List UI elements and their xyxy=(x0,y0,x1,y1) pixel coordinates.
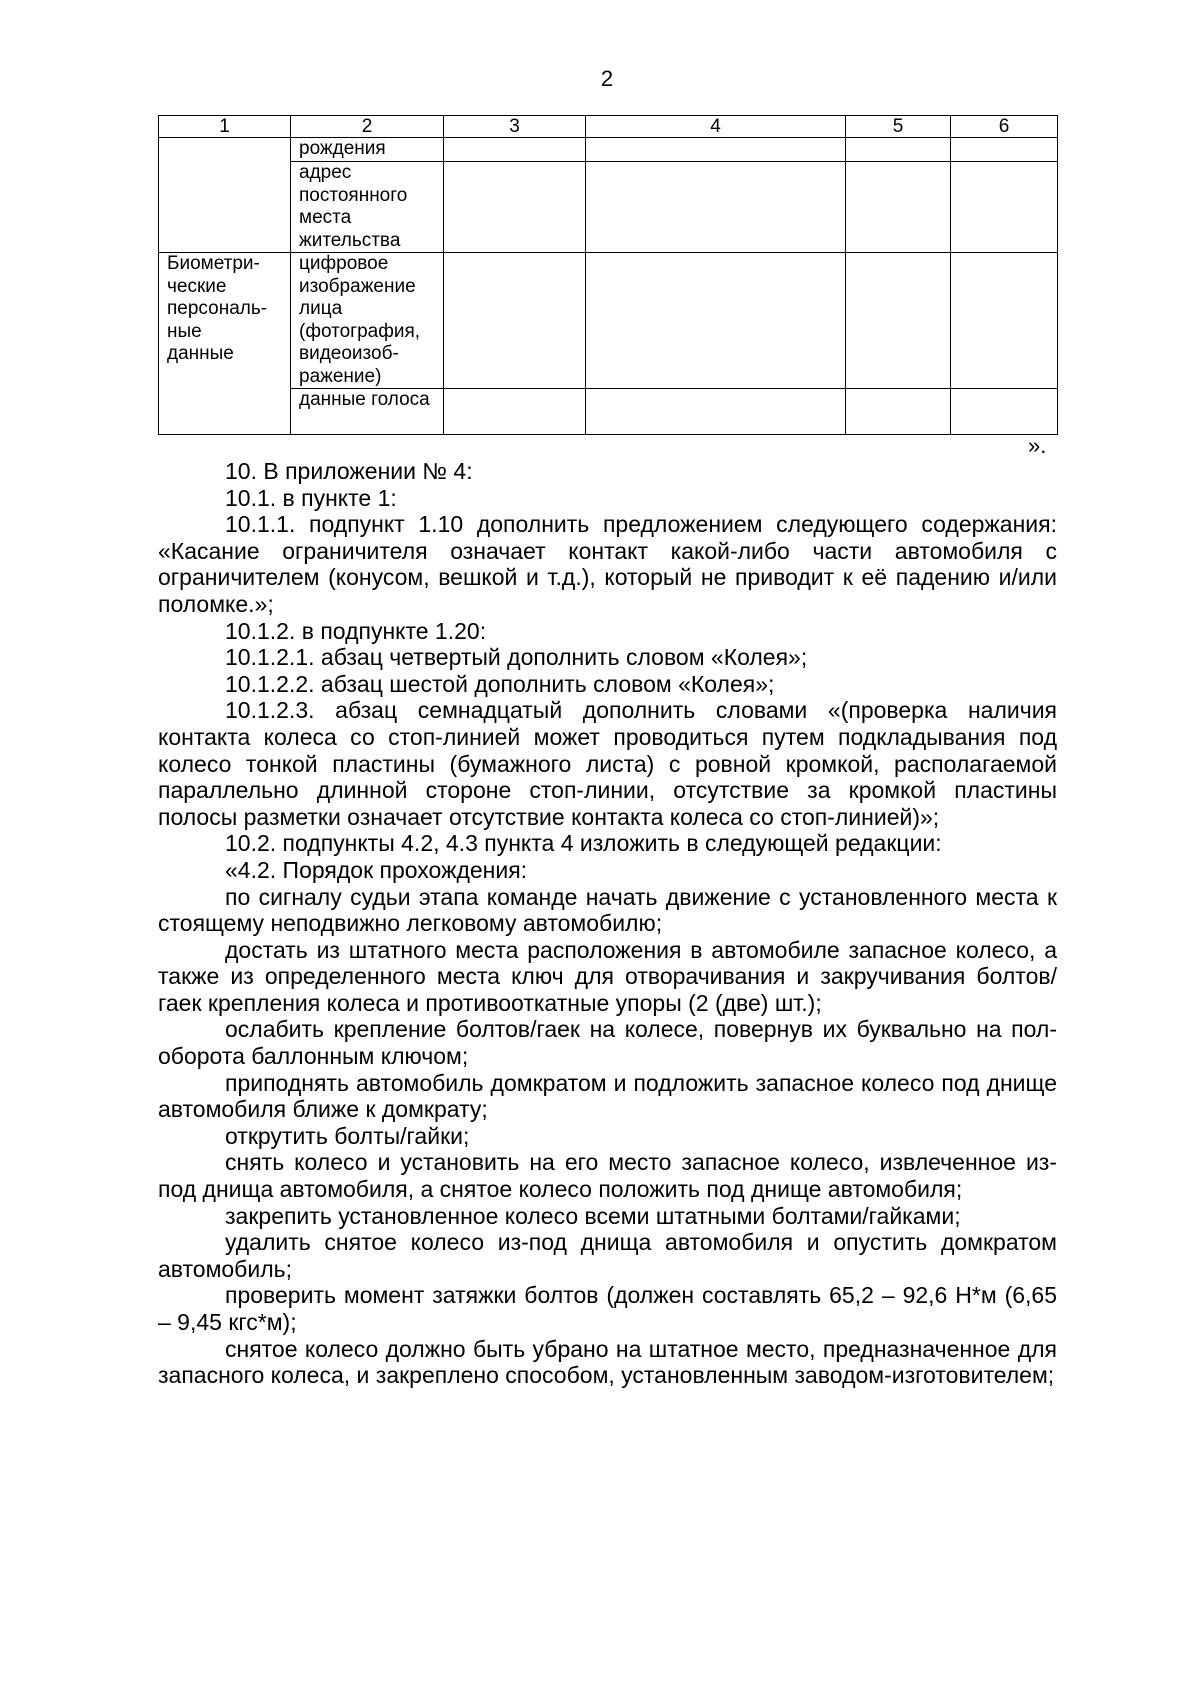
column-header: 4 xyxy=(586,116,846,138)
data-type-cell: рождения xyxy=(291,138,444,162)
table-cell xyxy=(444,138,586,162)
paragraph: открутить болты/гайки; xyxy=(225,1122,470,1149)
paragraph: снятое колесо должно быть убрано на штатное место, предназначенное для запасного колеса, и закреплено способом, установленным заводом-изготовителем; xyxy=(158,1335,1057,1389)
data-type-cell: цифровое изображение лица (фотография, видеоизоб- ражение) xyxy=(291,253,444,389)
column-header: 3 xyxy=(444,116,586,138)
paragraph: 10.1.2.3. абзац семнадцатый дополнить словами «(проверка наличия контакта колеса со стоп-линией может проводиться путем подкладывания под колесо тонкой пластины (бумажного листа) с ровной кромкой, располагаемой параллельно длинной стороне стоп-линии, отсутствие за кромкой пластины полосы разметки означает отсутствие контакта колеса со стоп-линией)»; xyxy=(158,697,1057,830)
table-cell xyxy=(444,253,586,389)
table-cell xyxy=(586,389,846,435)
paragraph: 10. В приложении № 4: xyxy=(225,458,473,484)
paragraph: «4.2. Порядок прохождения: xyxy=(225,856,528,883)
table-cell xyxy=(444,162,586,253)
table-cell xyxy=(444,389,586,435)
paragraph: достать из штатного места расположения в автомобиле запасное колесо, а также из определенного места ключ для отворачивания и закручивания болтов/гаек крепления колеса и противооткатные упоры (2 (две) шт.); xyxy=(158,936,1057,1016)
table-cell xyxy=(951,138,1058,162)
table-cell xyxy=(586,253,846,389)
category-cell: Биометри- ческие персональ- ные данные xyxy=(159,253,291,435)
paragraph: закрепить установленное колесо всеми штатными болтами/гайками; xyxy=(225,1202,961,1229)
closing-quote: ». xyxy=(1028,433,1047,458)
paragraph: 10.1.1. подпункт 1.10 дополнить предложением следующего содержания: «Касание ограничителя означает контакт какой-либо части автомобиля с ограничителем (конусом, вешкой и т.д.), который не приводит к её падению и/или поломке.»; xyxy=(158,511,1057,617)
paragraph: 10.1.2. в подпункте 1.20: xyxy=(225,617,487,644)
data-type-cell: данные голоса xyxy=(291,389,444,435)
table-row xyxy=(159,253,1058,389)
category-cell xyxy=(159,138,291,253)
table-cell xyxy=(846,389,951,435)
paragraph: приподнять автомобиль домкратом и подложить запасное колесо под днище автомобиля ближе к домкрату; xyxy=(158,1069,1057,1123)
table-cell xyxy=(951,389,1058,435)
document-body xyxy=(158,458,1057,1389)
table-cell xyxy=(586,138,846,162)
table-header-row xyxy=(159,116,1058,138)
paragraph: 10.1. в пункте 1: xyxy=(225,484,397,511)
paragraph: 10.2. подпункты 4.2, 4.3 пункта 4 изложить в следующей редакции: xyxy=(225,830,942,857)
table-row xyxy=(159,162,1058,253)
paragraph: по сигналу судьи этапа команде начать движение с установленного места к стоящему неподвижно легковому автомобилю; xyxy=(158,883,1057,937)
table-cell xyxy=(586,162,846,253)
page-number: 2 xyxy=(600,66,614,91)
paragraph: снять колесо и установить на его место запасное колесо, извлеченное из-под днища автомобиля, а снятое колесо положить под днище автомобиля; xyxy=(158,1149,1057,1203)
paragraph: удалить снятое колесо из-под днища автомобиля и опустить домкратом автомобиль; xyxy=(158,1229,1057,1282)
column-header: 6 xyxy=(951,116,1058,138)
personal-data-table xyxy=(158,115,1058,435)
data-type-cell: адрес постоянного места жительства xyxy=(291,162,444,253)
paragraph: 10.1.2.1. абзац четвертый дополнить словом «Колея»; xyxy=(225,644,808,671)
paragraph: 10.1.2.2. абзац шестой дополнить словом «Колея»; xyxy=(225,670,775,697)
column-header: 5 xyxy=(846,116,951,138)
table-cell xyxy=(846,138,951,162)
table-row xyxy=(159,389,1058,435)
table-row xyxy=(159,138,1058,162)
table-cell xyxy=(846,253,951,389)
column-header: 2 xyxy=(291,116,444,138)
table-cell xyxy=(846,162,951,253)
column-header: 1 xyxy=(159,116,291,138)
table-cell xyxy=(951,162,1058,253)
paragraph: ослабить крепление болтов/гаек на колесе, повернув их буквально на пол-оборота баллонным ключом; xyxy=(158,1016,1057,1070)
paragraph: проверить момент затяжки болтов (должен составлять 65,2 – 92,6 Н*м (6,65 – 9,45 кгс*м); xyxy=(158,1282,1057,1335)
table-cell xyxy=(951,253,1058,389)
